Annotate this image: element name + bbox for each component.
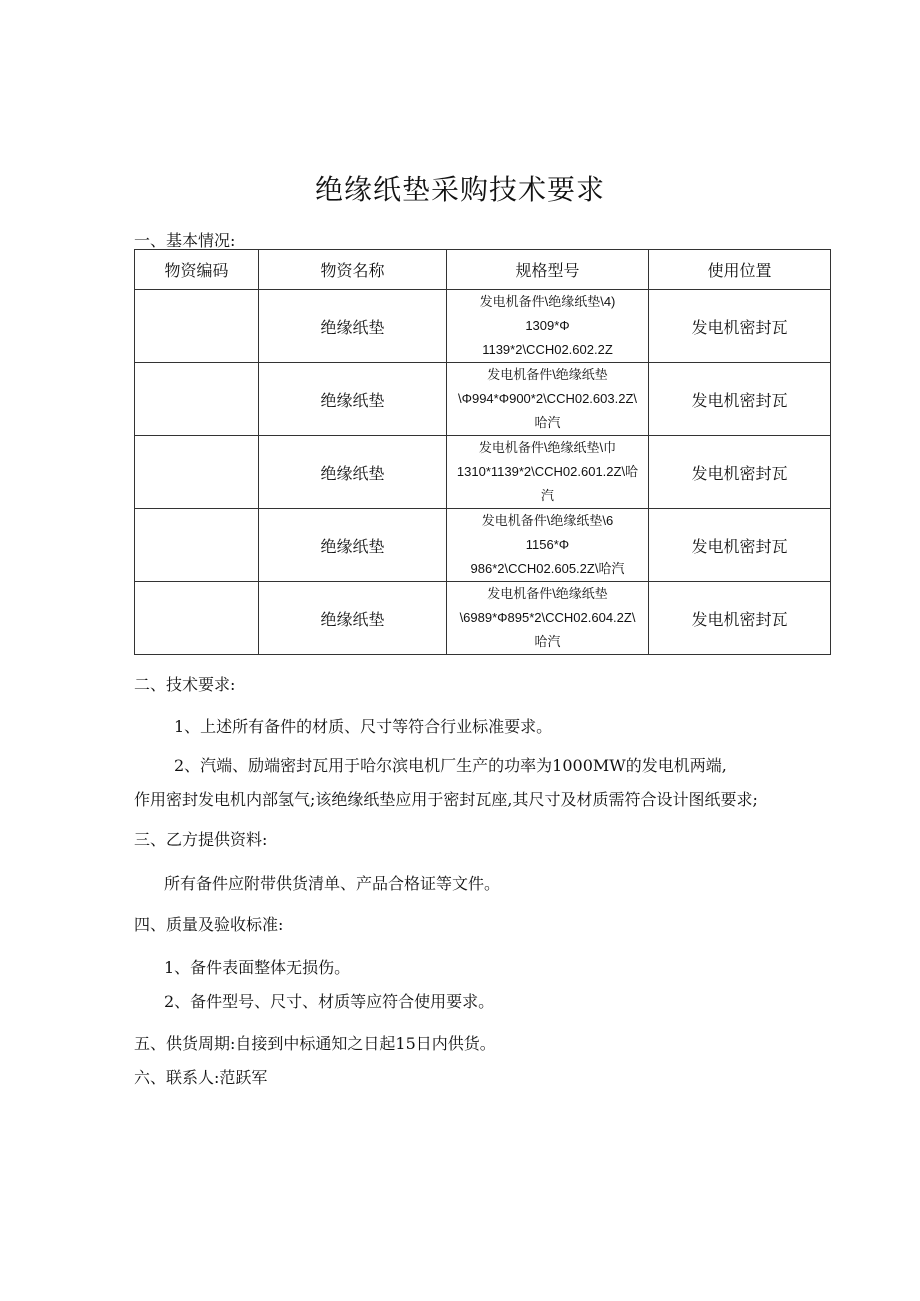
contact-person: 六、联系人:范跃军 xyxy=(134,1068,268,1087)
table-row xyxy=(135,363,831,436)
spec-cell xyxy=(447,582,649,655)
spec-cell xyxy=(447,436,649,509)
spec-line: 1156*Φ xyxy=(525,537,570,552)
tech-requirement-2-line2: 作用密封发电机内部氢气;该绝缘纸垫应用于密封瓦座,其尺寸及材质需符合设计图纸要求; xyxy=(134,790,758,809)
location-cell: 发电机密封瓦 xyxy=(649,509,831,582)
location-cell: 发电机密封瓦 xyxy=(649,363,831,436)
spec-line: 发电机备件\绝缘纸垫 xyxy=(487,586,608,601)
table-row xyxy=(135,582,831,655)
spec-line: 发电机备件\绝缘纸垫\巾 xyxy=(478,440,617,455)
material-code-cell xyxy=(135,363,259,436)
quality-standard-2: 2、备件型号、尺寸、材质等应符合使用要求。 xyxy=(164,992,495,1011)
material-name-cell: 绝缘纸垫 xyxy=(259,290,447,363)
spec-line: 发电机备件\绝缘纸垫 xyxy=(487,367,608,382)
spec-line: 1309*Φ xyxy=(525,318,570,333)
material-name-cell: 绝缘纸垫 xyxy=(259,509,447,582)
location-cell: 发电机密封瓦 xyxy=(649,582,831,655)
spec-line: 1310*1139*2\CCH02.601.2Z\哈 xyxy=(456,464,639,479)
column-header-location: 使用位置 xyxy=(649,250,831,290)
section3-heading: 三、乙方提供资料: xyxy=(134,830,268,849)
column-header-name: 物资名称 xyxy=(259,250,447,290)
spec-line: 发电机备件\绝缘纸垫\6 xyxy=(481,513,614,528)
spec-cell xyxy=(447,363,649,436)
tech-requirement-1: 1、上述所有备件的材质、尺寸等符合行业标准要求。 xyxy=(174,717,553,736)
materials-table xyxy=(134,249,831,655)
material-code-cell xyxy=(135,436,259,509)
spec-line: 1139*2\CCH02.602.2Z xyxy=(482,342,613,357)
documents-text: 所有备件应附带供货清单、产品合格证等文件。 xyxy=(164,874,501,893)
material-code-cell xyxy=(135,509,259,582)
material-code-cell xyxy=(135,582,259,655)
location-cell: 发电机密封瓦 xyxy=(649,436,831,509)
table-header-row xyxy=(135,250,831,290)
spec-line: \6989*Φ895*2\CCH02.604.2Z\ xyxy=(459,610,636,625)
material-code-cell xyxy=(135,290,259,363)
table-row xyxy=(135,290,831,363)
spec-cell xyxy=(447,290,649,363)
spec-line: 986*2\CCH02.605.2Z\哈汽 xyxy=(470,561,625,576)
table-row xyxy=(135,509,831,582)
material-name-cell: 绝缘纸垫 xyxy=(259,582,447,655)
spec-line: 哈汽 xyxy=(534,415,561,430)
document-title: 绝缘纸垫采购技术要求 xyxy=(314,173,605,206)
spec-line: 哈汽 xyxy=(534,634,561,649)
spec-line: 发电机备件\绝缘纸垫\4) xyxy=(479,294,616,309)
location-cell: 发电机密封瓦 xyxy=(649,290,831,363)
delivery-period: 五、供货周期:自接到中标通知之日起15日内供货。 xyxy=(134,1034,496,1053)
column-header-spec: 规格型号 xyxy=(447,250,649,290)
spec-cell xyxy=(447,509,649,582)
spec-line: 汽 xyxy=(540,488,554,503)
quality-standard-1: 1、备件表面整体无损伤。 xyxy=(164,958,351,977)
material-name-cell: 绝缘纸垫 xyxy=(259,363,447,436)
column-header-code: 物资编码 xyxy=(135,250,259,290)
section2-heading: 二、技术要求: xyxy=(134,675,236,694)
material-name-cell: 绝缘纸垫 xyxy=(259,436,447,509)
tech-requirement-2-line1: 2、汽端、励端密封瓦用于哈尔滨电机厂生产的功率为1000MW的发电机两端, xyxy=(174,756,727,775)
section4-heading: 四、质量及验收标准: xyxy=(134,915,284,934)
section1-heading: 一、基本情况: xyxy=(134,231,236,250)
table-row xyxy=(135,436,831,509)
spec-line: \Φ994*Φ900*2\CCH02.603.2Z\ xyxy=(457,391,638,406)
